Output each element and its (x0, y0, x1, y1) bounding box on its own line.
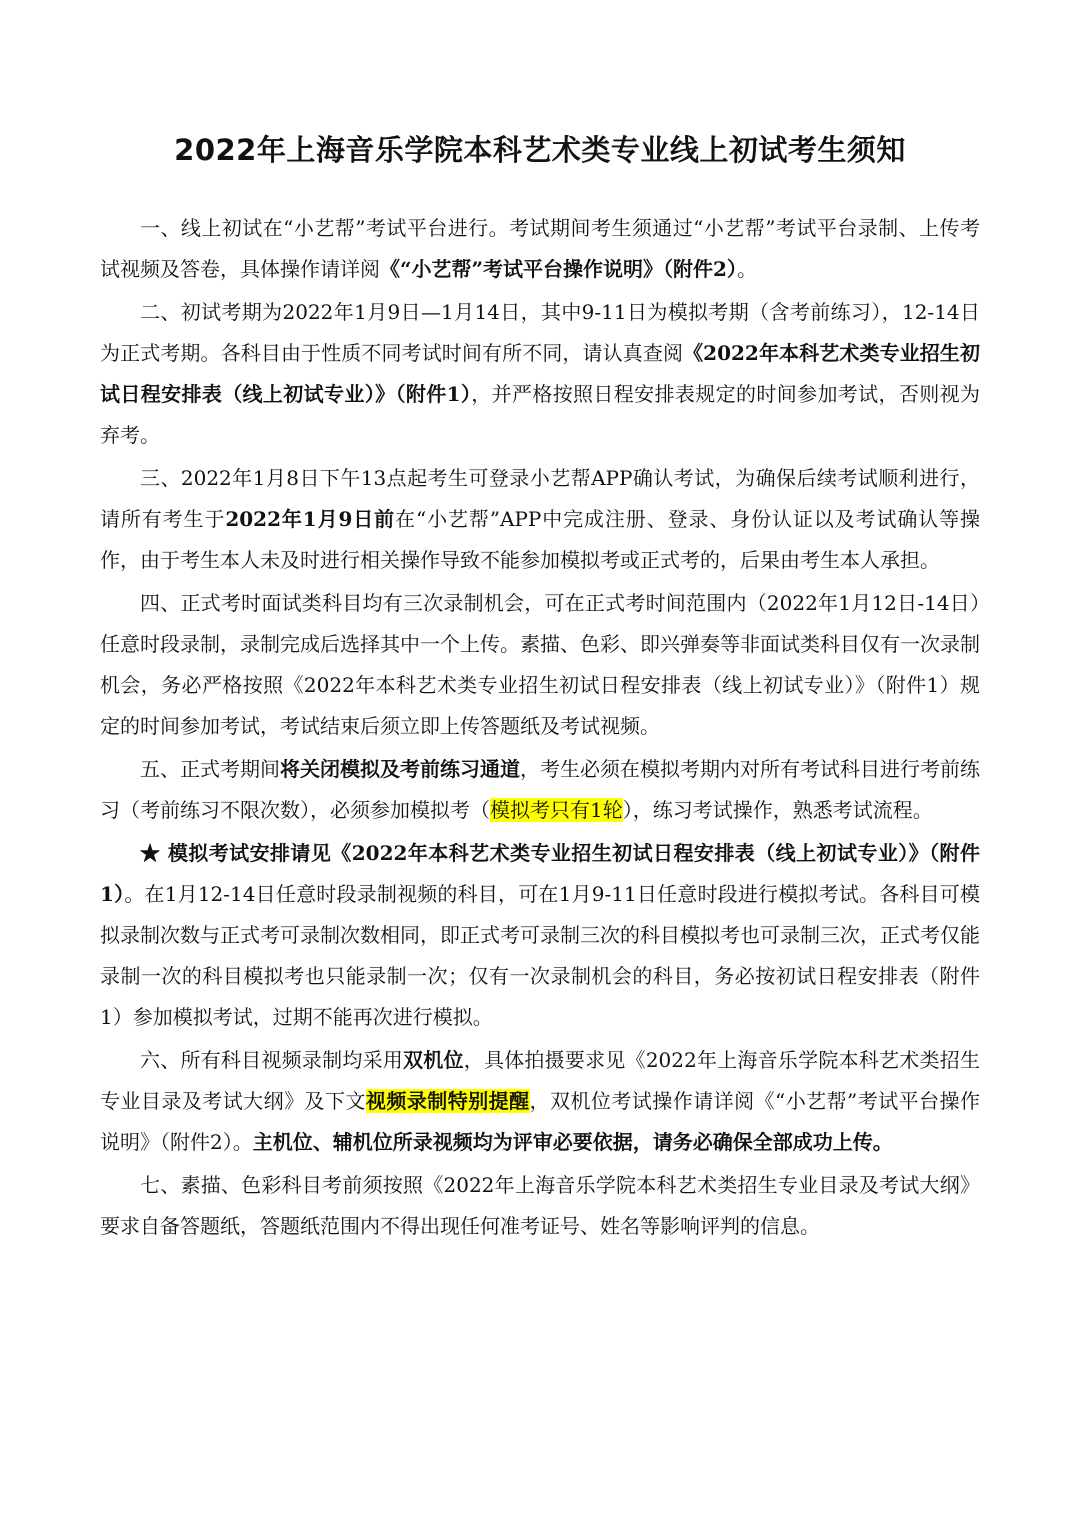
text-run: ，双机位考试操作请详阅《“小艺帮”考试平台操作说明》（附件2）。 (100, 1089, 981, 1154)
text-run: 六、所有科目视频录制均采用 (140, 1048, 404, 1072)
highlight-run: 模拟考只有1轮 (490, 798, 623, 822)
paragraph-4 (100, 583, 980, 747)
paragraph-3 (100, 458, 980, 581)
text-run: 四、正式考时面试类科目均有三次录制机会，可在正式考时间范围内（2022年1月12日-14日）任意时段录制，录制完成后选择其中一个上传。素描、色彩、即兴弹奏等非面试类科目仅有一次录制机会，务必严格按照《2022年本科艺术类专业招生初试日程安排表（线上初试专业）》（附件1）规定的时间参加考试，考试结束后须立即上传答题纸及考试视频。 (100, 591, 980, 738)
bold-run: 将关闭模拟及考前练习通道 (280, 757, 520, 781)
paragraph-5 (100, 749, 980, 831)
text-run: 二、初试考期为2022年1月9日—1月14日，其中9-11日为模拟考期（含考前练习），12-14日为正式考期。各科目由于性质不同考试时间有所不同，请认真查阅 (100, 300, 980, 365)
document-title: 2022年上海音乐学院本科艺术类专业线上初试考生须知 (174, 133, 906, 167)
bold-run: 《2022年本科艺术类专业招生初试日程安排表（线上初试专业）》（附件1） (100, 341, 980, 406)
text-run: 。 (736, 257, 757, 281)
text-run: 三、2022年1月8日下午13点起考生可登录小艺帮APP确认考试，为确保后续考试顺利进行，请所有考生于 (100, 466, 980, 531)
highlight-run: 视频录制特别提醒 (365, 1089, 530, 1113)
paragraph-2 (100, 292, 980, 456)
text-run: 一、线上初试在“小艺帮”考试平台进行。考试期间考生须通过“小艺帮”考试平台录制、上传考试视频及答卷，具体操作请详阅 (100, 216, 980, 281)
paragraph-1 (100, 208, 980, 290)
paragraph-8 (100, 1165, 980, 1247)
bold-run: 2022年1月9日前 (225, 507, 396, 531)
paragraph-6 (100, 833, 980, 1038)
bold-run: 《“小艺帮”考试平台操作说明》（附件2） (380, 257, 737, 281)
text-run: ），练习考试操作，熟悉考试流程。 (622, 798, 933, 822)
bold-run: 主机位、辅机位所录视频均为评审必要依据，请务必确保全部成功上传。 (252, 1130, 893, 1154)
text-run: 。在1月12-14日任意时段录制视频的科目，可在1月9-11日任意时段进行模拟考试。各科目可模拟录制次数与正式考可录制次数相同，即正式考可录制三次的科目模拟考也可录制三次，正式考仅能录制一次的科目模拟考也只能录制一次；仅有一次录制机会的科目，务必按初试日程安排表（附件1）参加模拟考试，过期不能再次进行模拟。 (100, 882, 980, 1029)
bold-run: ★ 模拟考试安排请见《2022年本科艺术类专业招生初试日程安排表（线上初试专业）》（附件1） (100, 841, 980, 906)
text-run: 在“小艺帮”APP中完成注册、登录、身份认证以及考试确认等操作，由于考生本人未及时进行相关操作导致不能参加模拟考或正式考的，后果由考生本人承担。 (100, 507, 981, 572)
text-run: ，并严格按照日程安排表规定的时间参加考试，否则视为弃考。 (100, 382, 981, 447)
text-run: ，具体拍摄要求见《2022年上海音乐学院本科艺术类招生专业目录及考试大纲》及下文 (100, 1048, 980, 1113)
paragraph-7 (100, 1040, 980, 1163)
document-body (100, 208, 980, 1249)
text-run: ，考生必须在模拟考期内对所有考试科目进行考前练习（考前练习不限次数），必须参加模拟考（ (100, 757, 980, 822)
bold-run: 双机位 (403, 1048, 464, 1072)
text-run: 五、正式考期间 (140, 757, 280, 781)
text-run: 七、素描、色彩科目考前须按照《2022年上海音乐学院本科艺术类招生专业目录及考试大纲》要求自备答题纸，答题纸范围内不得出现任何准考证号、姓名等影响评判的信息。 (100, 1173, 980, 1238)
